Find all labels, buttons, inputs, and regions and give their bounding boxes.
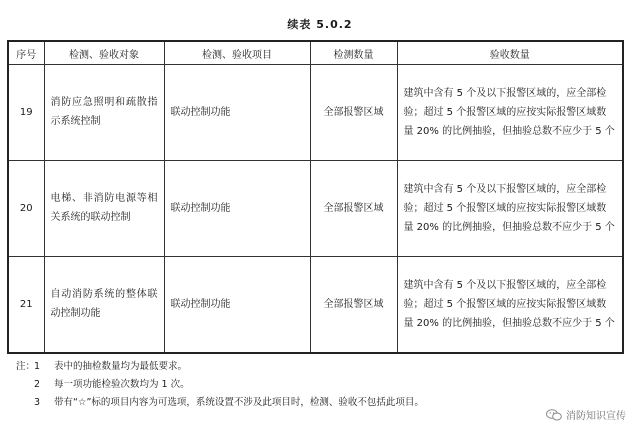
note-text: 表中的抽检数量均为最低要求。 (54, 361, 188, 372)
table-row (8, 65, 623, 161)
wechat-icon (546, 409, 562, 421)
note-item (16, 394, 424, 412)
note-number: 3 (34, 397, 41, 408)
row-object: 自动消防系统的整体联动控制功能 (44, 256, 164, 353)
table-row (8, 256, 623, 353)
watermark-text: 消防知识宣传 (566, 411, 626, 422)
row-object: 消防应急照明和疏散指示系统控制 (44, 65, 164, 161)
row-number: 20 (8, 160, 44, 256)
row-quantity: 全部报警区域 (310, 65, 397, 161)
row-number: 21 (8, 256, 44, 353)
row-quantity: 全部报警区域 (310, 160, 397, 256)
row-quantity: 全部报警区域 (310, 256, 397, 353)
note-item (16, 358, 424, 376)
header-acceptance: 验收数量 (397, 41, 623, 65)
note-item (16, 376, 424, 394)
note-text: 每一项功能检验次数均为 1 次。 (54, 379, 190, 390)
note-number: 1 (34, 361, 41, 372)
table-title: 续表 5.0.2 (287, 18, 353, 31)
note-number: 2 (34, 379, 41, 390)
note-text: 带有“☆”标的项目内容为可选项，系统设置不涉及此项目时，检测、验收不包括此项目。 (54, 397, 424, 408)
row-item: 联动控制功能 (164, 160, 310, 256)
header-object: 检测、验收对象 (44, 41, 164, 65)
row-number: 19 (8, 65, 44, 161)
row-acceptance: 建筑中含有 5 个及以下报警区域的，应全部检验；超过 5 个报警区域的应按实际报警区域数量 20% 的比例抽验，但抽验总数不应少于 5 个 (397, 65, 623, 161)
note-label: 注： (16, 361, 36, 372)
header-quantity: 检测数量 (310, 41, 397, 65)
row-acceptance: 建筑中含有 5 个及以下报警区域的，应全部检验；超过 5 个报警区域的应按实际报警区域数量 20% 的比例抽验，但抽验总数不应少于 5 个 (397, 256, 623, 353)
row-object: 电梯、非消防电源等相关系统的联动控制 (44, 160, 164, 256)
header-item: 检测、验收项目 (164, 41, 310, 65)
acceptance-table (7, 40, 624, 354)
header-no: 序号 (8, 41, 44, 65)
watermark (546, 407, 626, 422)
row-item: 联动控制功能 (164, 256, 310, 353)
table-header-row (8, 41, 623, 65)
row-item: 联动控制功能 (164, 65, 310, 161)
table-row (8, 160, 623, 256)
row-acceptance: 建筑中含有 5 个及以下报警区域的，应全部检验；超过 5 个报警区域的应按实际报警区域数量 20% 的比例抽验，但抽验总数不应少于 5 个 (397, 160, 623, 256)
table-notes (16, 358, 424, 412)
